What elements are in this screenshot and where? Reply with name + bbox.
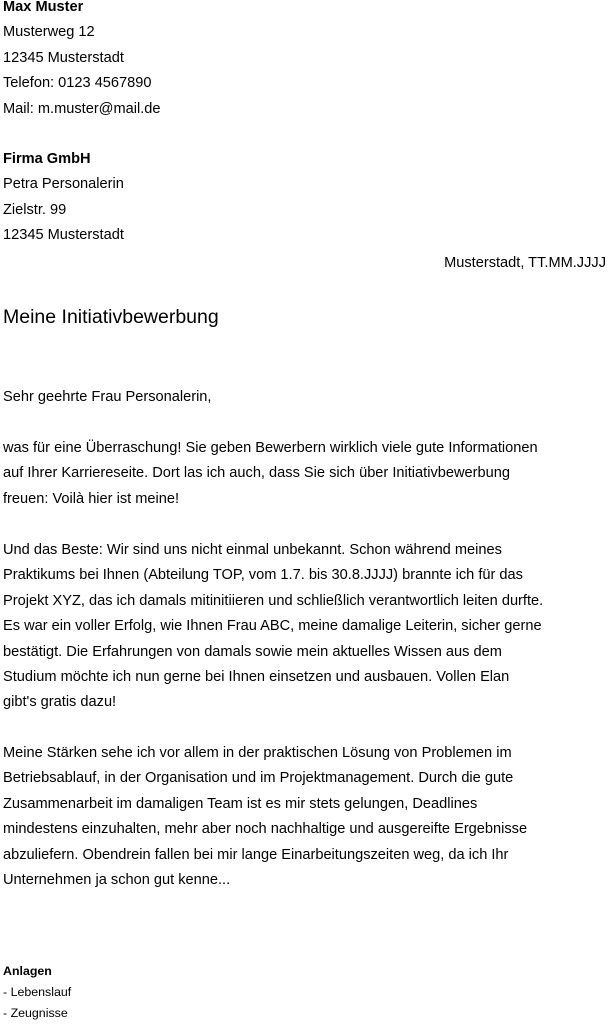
paragraph-line: was für eine Überraschung! Sie geben Bewerbern wirklich viele gute Informationen xyxy=(3,440,538,456)
salutation: Sehr geehrte Frau Personalerin, xyxy=(3,389,212,405)
recipient-city: 12345 Musterstadt xyxy=(3,227,124,244)
body-paragraph xyxy=(3,741,606,893)
paragraph-line: Praktikums bei Ihnen (Abteilung TOP, vom 1.7. bis 30.8.JJJJ) brannte ich für das xyxy=(3,567,523,584)
paragraph-line: Unternehmen ja schon gut kenne... xyxy=(3,872,231,889)
paragraph-line: Betriebsablauf, in der Organisation und im Projektmanagement. Durch die gute xyxy=(3,770,514,787)
paragraph-line: Studium möchte ich nun gerne bei Ihnen einsetzen und ausbauen. Vollen Elan xyxy=(3,669,510,686)
sender-street: Musterweg 12 xyxy=(3,24,95,41)
paragraph-line: gibt's gratis dazu! xyxy=(3,694,117,711)
attachments-heading: Anlagen xyxy=(3,964,52,978)
body-paragraph xyxy=(3,436,606,512)
subject-heading: Meine Initiativbewerbung xyxy=(3,306,219,328)
sender-phone: Telefon: 0123 4567890 xyxy=(3,75,152,92)
recipient-street: Zielstr. 99 xyxy=(3,201,67,218)
paragraph-line: Meine Stärken sehe ich vor allem in der praktischen Lösung von Problemen im xyxy=(3,745,512,761)
attachment-item: - Lebenslauf xyxy=(3,985,72,999)
sender-city: 12345 Musterstadt xyxy=(3,49,124,66)
sender-mail: Mail: m.muster@mail.de xyxy=(3,100,161,117)
paragraph-line: Zusammenarbeit im damaligen Team ist es mir stets gelungen, Deadlines xyxy=(3,795,478,812)
attachment-item: - Zeugnisse xyxy=(3,1006,68,1020)
paragraph-line: freuen: Voilà hier ist meine! xyxy=(3,490,180,507)
body-paragraph xyxy=(3,538,606,716)
paragraph-line: Es war ein voller Erfolg, wie Ihnen Frau ABC, meine damalige Leiterin, sicher gerne xyxy=(3,618,542,635)
recipient-company: Firma GmbH xyxy=(3,151,91,167)
paragraph-line: bestätigt. Die Erfahrungen von damals sowie mein aktuelles Wissen aus dem xyxy=(3,643,502,660)
date-line: Musterstadt, TT.MM.JJJJ xyxy=(444,255,606,271)
attachments xyxy=(3,961,71,1024)
paragraph-line: mindestens einzuhalten, mehr aber noch nachhaltige und ausgereifte Ergebnisse xyxy=(3,821,528,838)
sender-address xyxy=(3,0,161,122)
paragraph-line: Projekt XYZ, das ich damals mitinitiieren und schließlich verantwortlich leiten durfte. xyxy=(3,592,544,609)
recipient-address xyxy=(3,147,124,249)
recipient-contact: Petra Personalerin xyxy=(3,176,124,193)
paragraph-line: Und das Beste: Wir sind uns nicht einmal unbekannt. Schon während meines xyxy=(3,542,502,558)
sender-name: Max Muster xyxy=(3,0,84,15)
paragraph-line: auf Ihrer Karriereseite. Dort las ich auch, dass Sie sich über Initiativbewerbung xyxy=(3,465,510,482)
paragraph-line: abzuliefern. Obendrein fallen bei mir lange Einarbeitungszeiten weg, da ich Ihr xyxy=(3,846,509,863)
